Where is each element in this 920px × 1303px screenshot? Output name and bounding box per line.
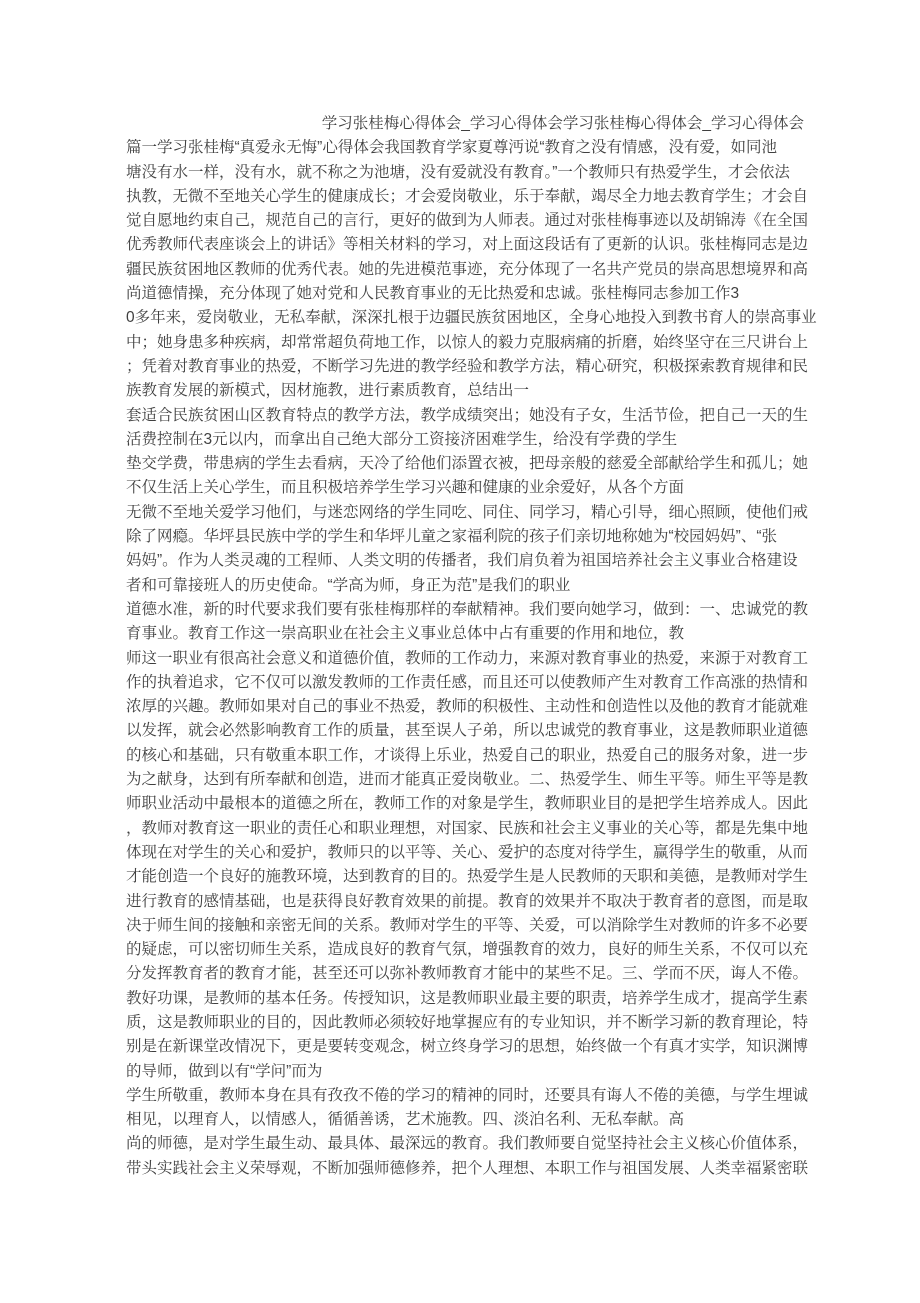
text-line: 0多年来，爱岗敬业，无私奉献，深深扎根于边疆民族贫困地区，全身心地投入到教书育人的崇高事业 xyxy=(126,309,817,327)
text-line: 分发挥教育者的教育才能，甚至还可以弥补教师教育才能中的某些不足。三、学而不厌，诲人不倦。 xyxy=(126,965,809,983)
document-text-block xyxy=(126,112,817,1181)
text-line: 活费控制在3元以内，而拿出自己绝大部分工资接济困难学生，给没有学费的学生 xyxy=(126,430,678,448)
text-line: 执教，无微不至地关心学生的健康成长；才会爱岗敬业，乐于奉献，竭尽全力地去教育学生；才会自 xyxy=(126,187,809,205)
text-line: 师职业活动中最根本的道德之所在，教师工作的对象是学生，教师职业目的是把学生培养成人。因此 xyxy=(126,795,809,813)
text-line: 体现在对学生的关心和爱护，教师只的以平等、关心、爱护的态度对待学生，赢得学生的敬重，从而 xyxy=(126,843,809,861)
text-line: 教好功课，是教师的基本任务。传授知识，这是教师职业最主要的职责，培养学生成才，提高学生素 xyxy=(126,989,809,1007)
text-line: 优秀教师代表座谈会上的讲话》等相关材料的学习，对上面这段话有了更新的认识。张桂梅同志是边 xyxy=(126,236,809,254)
text-line: 作的执着追求，它不仅可以激发教师的工作责任感，而且还可以使教师产生对教育工作高涨的热情和 xyxy=(126,673,809,691)
text-line: 垫交学费，带患病的学生去看病，天冷了给他们添置衣被，把母亲般的慈爱全部献给学生和孤儿；她 xyxy=(126,455,809,473)
text-line: 疆民族贫困地区教师的优秀代表。她的先进模范事迹，充分体现了一名共产党员的崇高思想境界和高 xyxy=(126,260,809,278)
text-line: 别是在新课堂改情况下，更是要转变观念，树立终身学习的思想，始终做一个有真才实学，知识渊博 xyxy=(126,1038,809,1056)
text-line: 的导师，做到以有“学问”而为 xyxy=(126,1062,323,1080)
text-line: 族教育发展的新模式，因材施教，进行素质教育，总结出一 xyxy=(126,382,530,400)
text-line: ；凭着对教育事业的热爱，不断学习先进的教学经验和教学方法，精心研究，积极探索教育规律和民 xyxy=(126,357,809,375)
text-line: 相见，以理育人，以情感人，循循善诱，艺术施教。四、淡泊名利、无私奉献。高 xyxy=(126,1111,685,1129)
text-line: 觉自愿地约束自己，规范自己的言行，更好的做到为人师表。通过对张桂梅事迹以及胡锦涛《在全国 xyxy=(126,212,809,230)
text-line: 师这一职业有很高社会意义和道德价值，教师的工作动力，来源对教育事业的热爱，来源于对教育工 xyxy=(126,649,809,667)
text-line: 决于师生间的接触和亲密无间的关系。教师对学生的平等、关爱，可以消除学生对教师的许多不必要 xyxy=(126,916,809,934)
text-line: 套适合民族贫困山区教育特点的教学方法，教学成绩突出；她没有子女，生活节俭，把自己一天的生 xyxy=(126,406,809,424)
text-line: 为之献身，达到有所奉献和创造，进而才能真正爱岗敬业。二、热爱学生、师生平等。师生平等是教 xyxy=(126,771,809,789)
text-line: 塘没有水一样，没有水，就不称之为池塘，没有爱就没有教育。”一个教师只有热爱学生，才会依法 xyxy=(126,163,790,181)
text-line: 无微不至地关爱学习他们，与迷恋网络的学生同吃、同住、同学习，精心引导，细心照顾，使他们戒 xyxy=(126,503,809,521)
text-line: 中；她身患多种疾病，却常常超负荷地工作，以惊人的毅力克服病痛的折磨，始终坚守在三尺讲台上 xyxy=(126,333,809,351)
text-line: 道德水准，新的时代要求我们要有张桂梅那样的奉献精神。我们要向她学习，做到：一、忠诚党的教 xyxy=(126,600,809,618)
text-line: 除了网瘾。华坪县民族中学的学生和华坪儿童之家福利院的孩子们亲切地称她为“校园妈妈”、“张 xyxy=(126,528,777,546)
text-line: 的核心和基础，只有敬重本职工作，才谈得上乐业，热爱自己的职业，热爱自己的服务对象，进一步 xyxy=(126,746,809,764)
text-line: 篇一学习张桂梅“真爱永无悔”心得体会我国教育学家夏尊沔说“教育之没有情感，没有爱，如同池 xyxy=(126,139,777,157)
text-line: 浓厚的兴趣。教师如果对自己的事业不热爱，教师的积极性、主动性和创造性以及他的教育才能就难 xyxy=(126,698,809,716)
text-line: 尚道德情操，充分体现了她对党和人民教育事业的无比热爱和忠诚。张桂梅同志参加工作3 xyxy=(126,285,740,303)
text-line: 者和可靠接班人的历史使命。“学高为师，身正为范”是我们的职业 xyxy=(126,576,571,594)
text-line: 的疑虑，可以密切师生关系，造成良好的教育气氛，增强教育的效力，良好的师生关系，不仅可以充 xyxy=(126,941,809,959)
document-body xyxy=(126,136,817,1181)
text-line: 进行教育的感情基础，也是获得良好教育效果的前提。教育的效果并不取决于教育者的意图，而是取 xyxy=(126,892,809,910)
text-line: 尚的师德，是对学生最生动、最具体、最深远的教育。我们教师要自觉坚持社会主义核心价值体系， xyxy=(126,1135,809,1153)
text-line: ，教师对教育这一职业的责任心和职业理想，对国家、民族和社会主义事业的关心等，都是先集中地 xyxy=(126,819,809,837)
text-line: 育事业。教育工作这一崇高职业在社会主义事业总体中占有重要的作用和地位，教 xyxy=(126,625,685,643)
text-line: 带头实践社会主义荣辱观，不断加强师德修养，把个人理想、本职工作与祖国发展、人类幸福紧密联 xyxy=(126,1159,809,1177)
text-line: 以发挥，就会必然影响教育工作的质量，甚至误人子弟，所以忠诚党的教育事业，这是教师职业道德 xyxy=(126,722,809,740)
text-line: 学生所敬重，教师本身在具有孜孜不倦的学习的精神的同时，还要具有诲人不倦的美德，与学生埋诚 xyxy=(126,1086,809,1104)
text-line: 不仅生活上关心学生，而且积极培养学生学习兴趣和健康的业余爱好，从各个方面 xyxy=(126,479,685,497)
text-line: 妈妈”。作为人类灵魂的工程师、人类文明的传播者，我们肩负着为祖国培养社会主义事业合格建设 xyxy=(126,552,798,570)
document-title-line: 学习张桂梅心得体会_学习心得体会学习张桂梅心得体会_学习心得体会 xyxy=(321,115,804,132)
text-line: 才能创造一个良好的施教环境，达到教育的目的。热爱学生是人民教师的天职和美德，是教师对学生 xyxy=(126,868,809,886)
text-line: 质，这是教师职业的目的，因此教师必须较好地掌握应有的专业知识，并不断学习新的教育理论，特 xyxy=(126,1013,809,1031)
